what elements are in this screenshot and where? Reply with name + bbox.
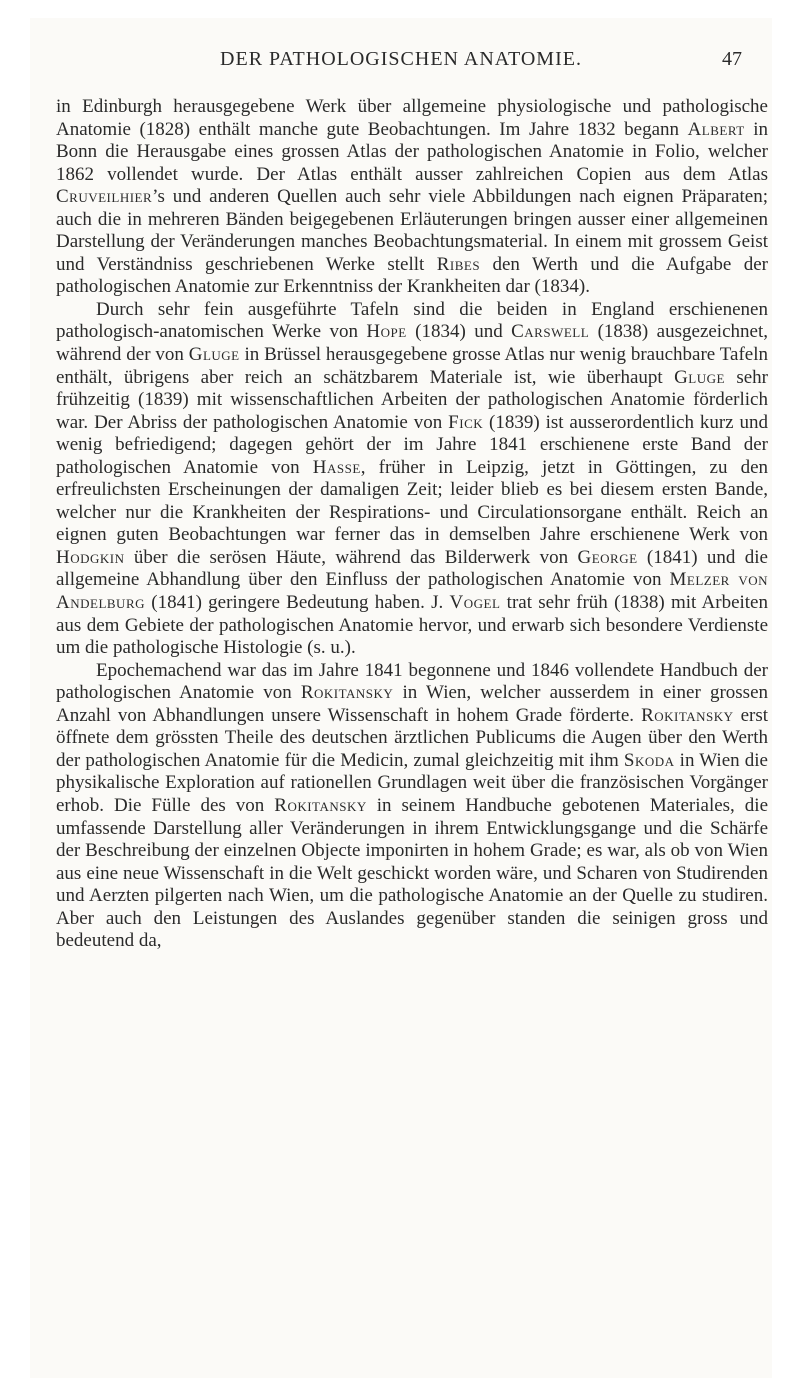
author-name: Hodgkin bbox=[56, 546, 125, 568]
body-text bbox=[56, 96, 768, 953]
text-run: den Werth und die Aufgabe der pathologischen Anatomie zur Erkenntniss der Krankheiten dar (1834). bbox=[56, 253, 768, 298]
text-run: (1841) und die allgemeine Abhandlung über den Einfluss der pathologischen Anatomie von bbox=[56, 546, 768, 591]
author-name: Cruveilhier bbox=[56, 186, 153, 208]
author-name: Albert bbox=[687, 118, 745, 140]
author-name: Rokitansky bbox=[641, 704, 734, 726]
text-run: in Wien die physikalische Exploration auf rationellen Grundlagen weit über die französischen Vorgänger erhob. Die Fülle des von bbox=[56, 749, 768, 816]
text-run: trat sehr früh (1838) mit Arbeiten aus dem Gebiete der pathologischen Anatomie hervor, und erwarb sich besondere Verdienste um die pathologische Histologie (s. u.). bbox=[56, 592, 768, 659]
author-name: Fick bbox=[448, 411, 484, 433]
text-run: über die serösen Häute, während das Bilderwerk von bbox=[124, 546, 578, 568]
paragraph-3 bbox=[56, 660, 768, 953]
author-name: Carswell bbox=[511, 321, 590, 343]
author-name: Gluge bbox=[674, 366, 725, 388]
author-name: Rokitansky bbox=[300, 682, 394, 704]
text-run: in Bonn die Herausgabe eines grossen Atlas der pathologischen Anatomie in Folio, welcher 1862 vollendet wurde. Der Atlas enthält ausser zahlreichen Copien aus dem Atlas bbox=[56, 118, 768, 185]
author-name: Hasse bbox=[312, 456, 361, 478]
page-number: 47 bbox=[722, 48, 742, 70]
author-name: Ribes bbox=[436, 253, 481, 275]
author-name: Rokitansky bbox=[274, 794, 367, 816]
author-name: Vogel bbox=[449, 592, 501, 614]
text-run: (1838) ausgezeichnet, während der von bbox=[56, 321, 768, 366]
author-name: Skoda bbox=[623, 749, 675, 771]
text-run: sehr frühzeitig (1839) mit wissenschaftlichen Arbeiten der pathologischen Anatomie förderlich war. Der Abriss der pathologischen Anatomie von bbox=[56, 366, 768, 433]
text-run: (1839) ist ausserordentlich kurz und wenig befriedigend; dagegen gehört der im Jahre 1841 erschienene erste Band der pathologischen Anatomie von bbox=[56, 411, 768, 478]
text-run: (1841) geringere Bedeutung haben. J. bbox=[145, 592, 450, 614]
author-name: George bbox=[577, 546, 638, 568]
running-head bbox=[30, 48, 772, 78]
text-run: (1834) und bbox=[406, 321, 512, 343]
text-run: in Brüssel herausgegebene grosse Atlas nur wenig brauchbare Tafeln enthält, übrigens aber reich an schätzbarem Materiale ist, wie überhaupt bbox=[56, 344, 768, 388]
text-run: in seinem Handbuche gebotenen Materiales, die umfassende Darstellung aller Veränderungen in ihrem Entwicklungsgange und die Schärfe der Beschreibung der einzelnen Objecte imponirten in hohem Grade; es war, als ob von Wien aus eine neue Wissenschaft in die Welt geschickt worden wäre, und Scharen von Studirenden und Aerzten pilgerten nach Wien, um die pathologische Anatomie an der Quelle zu studiren. Aber auch den Leistungen des Auslandes gegenüber standen die seinigen gross und bedeutend da, bbox=[56, 794, 768, 952]
running-title: DER PATHOLOGISCHEN ANATOMIE. bbox=[220, 48, 582, 70]
author-name: Melzer von Andelburg bbox=[56, 569, 768, 614]
author-name: Hope bbox=[366, 321, 407, 343]
text-run: , früher in Leipzig, jetzt in Göttingen, zu den erfreulichsten Erscheinungen der damaligen Zeit; leider blieb es bei diesem ersten Bande, welcher nur die Krankheiten der Respirations- und Circulationsorgane enthält. Reich an eignen guten Beobachtungen war ferner das in demselben Jahre erschienene Werk von bbox=[56, 456, 769, 546]
paragraph-1 bbox=[56, 96, 768, 299]
paragraph-2 bbox=[56, 299, 768, 660]
book-page bbox=[30, 18, 772, 1378]
text-run: Durch sehr fein ausgeführte Tafeln sind die beiden in England erschienenen pathologisch-anatomischen Werke von bbox=[56, 298, 768, 343]
text-run: in Edinburgh herausgegebene Werk über allgemeine physiologische und pathologische Anatomie (1828) enthält manche gute Beobachtungen. Im Jahre 1832 begann bbox=[56, 96, 768, 140]
text-run: ’s und anderen Quellen auch sehr viele Abbildungen nach eignen Präparaten; auch die in mehreren Bänden beigegebenen Erläuterungen bringen ausser einer allgemeinen Darstellung der Veränderungen manches Beobachtungsmaterial. In einem mit grossem Geist und Verständniss geschriebenen Werke stellt bbox=[56, 186, 768, 275]
text-run: erst öffnete dem grössten Theile des deutschen ärztlichen Publicums die Augen über den Werth der pathologischen Anatomie für die Medicin, zumal gleichzeitig mit ihm bbox=[56, 704, 768, 771]
text-run: in Wien, welcher ausserdem in einer grossen Anzahl von Abhandlungen unsere Wissenschaft in hohem Grade förderte. bbox=[56, 682, 768, 726]
text-run: Epochemachend war das im Jahre 1841 begonnene und 1846 vollendete Handbuch der pathologischen Anatomie von bbox=[56, 659, 768, 704]
author-name: Gluge bbox=[188, 344, 240, 366]
